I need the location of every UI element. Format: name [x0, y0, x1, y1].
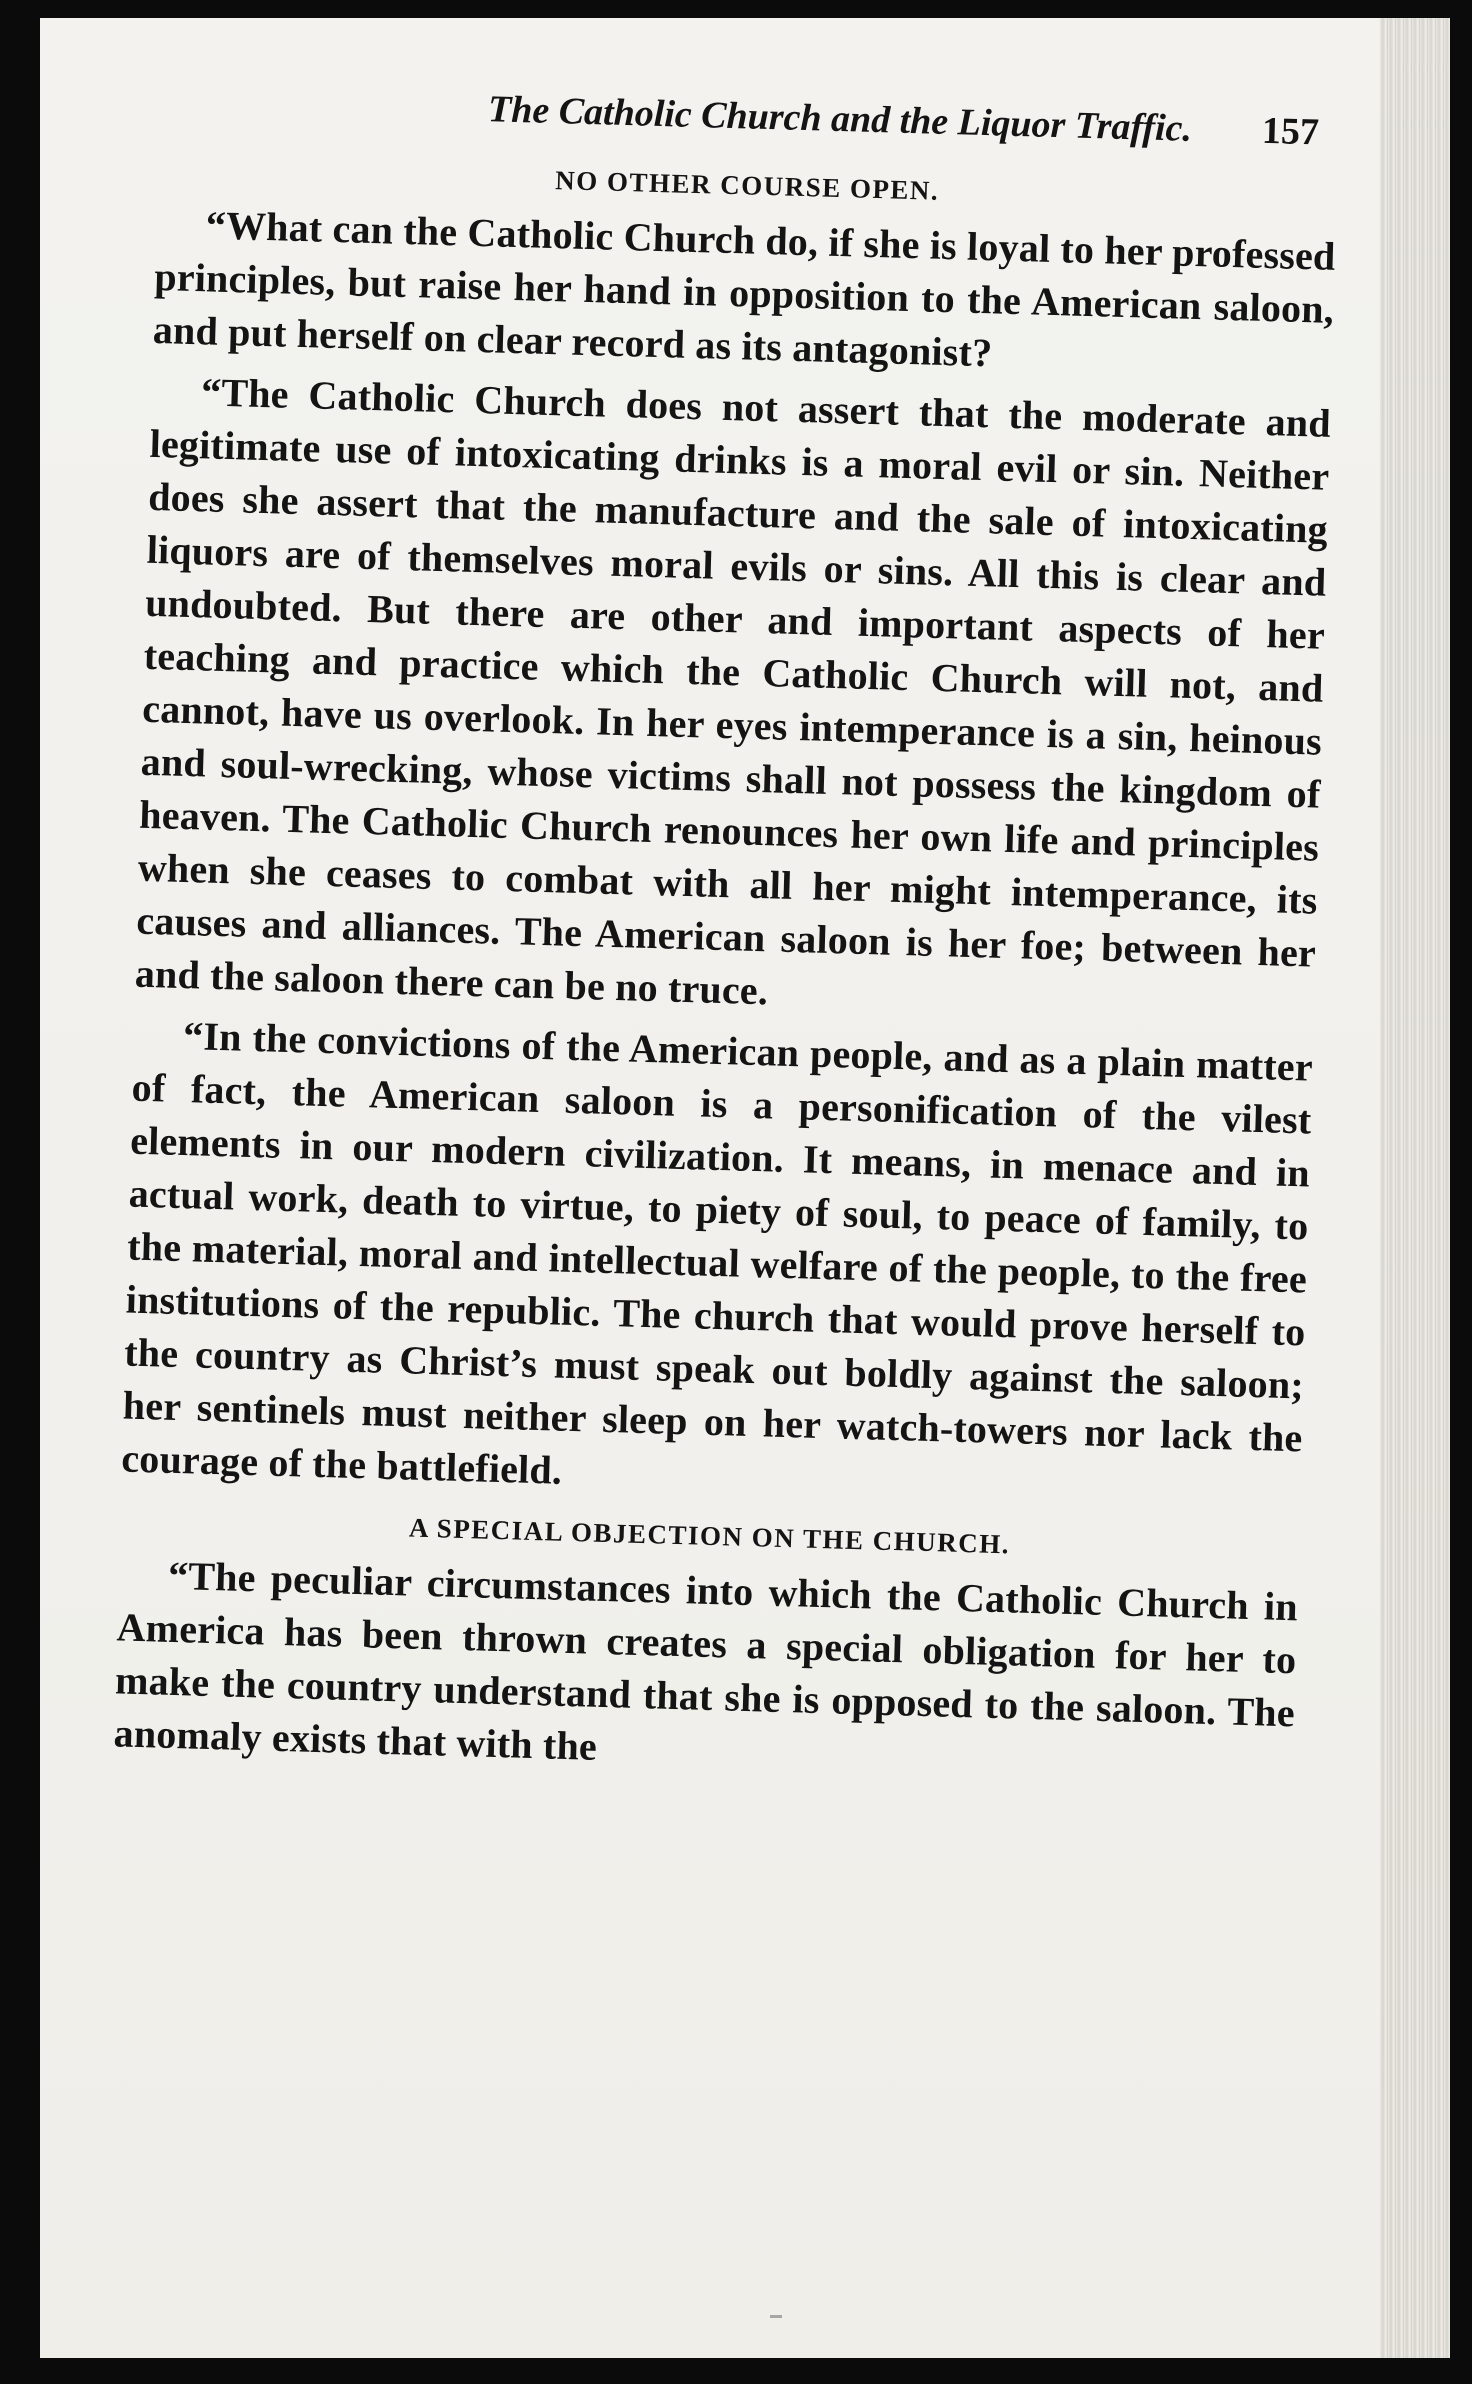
section-heading: A SPECIAL OBJECTION ON THE CHURCH.: [408, 1512, 1011, 1559]
running-title: The Catholic Church and the Liquor Traffic.: [487, 88, 1193, 150]
paragraph: “The peculiar circumstances into which the Catholic Church in America has been thrown creates a special obligation for her to make the country understand that she is opposed to the saloon. The anomaly exists that with the: [113, 1552, 1299, 1769]
section-heading: NO OTHER COURSE OPEN.: [554, 164, 940, 206]
ink-speck: [770, 2315, 782, 2318]
paragraph: “What can the Catholic Church do, if she is loyal to her professed principles, but raise her hand in opposition to the American saloon, and put herself on clear record as its antagonist?: [152, 201, 1337, 375]
paragraph: “The Catholic Church does not assert that the moderate and legitimate use of intoxicating drinks is a moral evil or sin. Neither does she assert that the manufacture and the sale of intoxicating liquors are of themselves moral evils or sins. All this is clear and undoubted. But there are other and important aspects of her teaching and practice which the Catholic Church will not, and cannot, have us overlook. In her eyes intemperance is a sin, heinous and soul-wrecking, whose victims shall not possess the kingdom of heaven. The Catholic Church renounces her own life and principles when she ceases to combat with all her might intemperance, its causes and alliances. The American saloon is her foe; between her and the saloon there can be no truce.: [134, 368, 1332, 1013]
book-page: [40, 18, 1450, 2358]
page-stack-edge: [1380, 18, 1450, 2358]
page-number: 157: [1261, 109, 1320, 154]
page-text-block: [113, 78, 1340, 1800]
paragraph: “In the convictions of the American people, and as a plain matter of fact, the American saloon is a personification of the vilest elements in our modern civilization. It means, in menace and in actual work, death to virtue, to piety of soul, to peace of family, to the material, moral and intellectual welfare of the people, to the free institutions of the republic. The church that would prove herself to the country as Christ’s must speak out boldly against the saloon; her sentinels must neither sleep on her watch-towers nor lack the courage of the battlefield.: [120, 1012, 1314, 1493]
running-header: [159, 78, 1340, 157]
